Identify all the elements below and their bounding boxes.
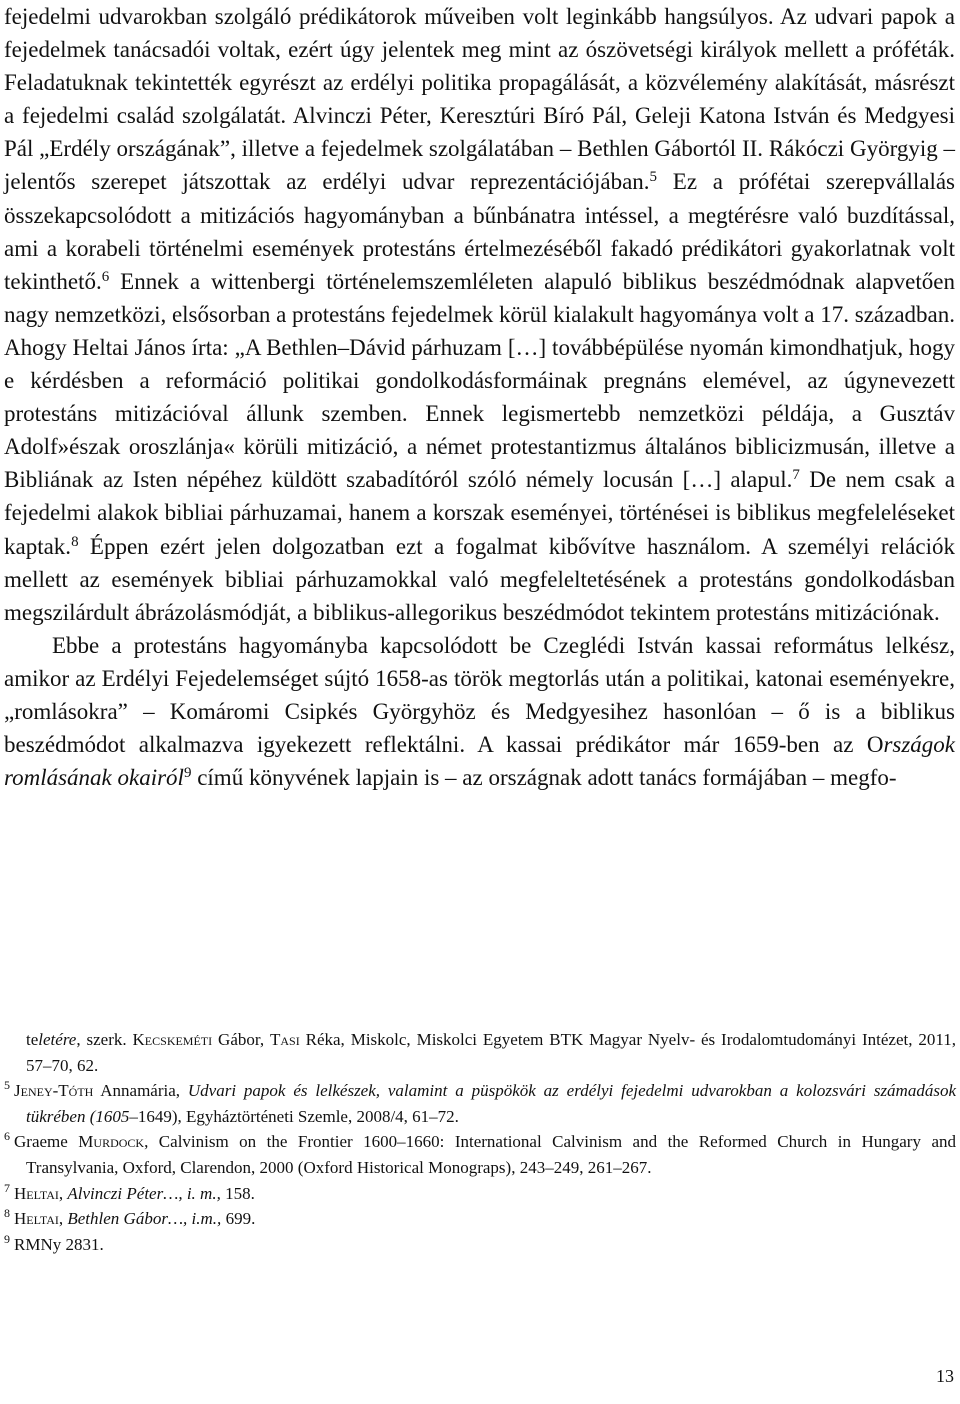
fn-author: Murdock [78, 1132, 145, 1152]
page-number: 13 [936, 1366, 954, 1386]
paragraph-1 [4, 0, 955, 629]
fn-italic: Bethlen Gábor…, i.m., [67, 1209, 222, 1229]
text-run: című könyvének lapjain is – az országnak adott tanács formájában – megfo- [191, 765, 897, 791]
main-text [4, 0, 955, 794]
fn-author: Kecskeméti [132, 1030, 213, 1049]
fn-text: , Calvinism on the Frontier 1600–1660: International Calvinism and the Reformed Church in Hungary and Transylvania, Oxford, Clarendon, 2000 (Oxford Historical Monograps), 243–249, 261–267. [26, 1132, 956, 1177]
fn-author: Heltai [14, 1183, 59, 1203]
footnote-8 [4, 1206, 956, 1232]
fn-text: Annamária, [93, 1081, 188, 1101]
fn-text: , [58, 1209, 68, 1229]
footnote-ref-9[interactable]: 9 [183, 765, 192, 782]
fn-text: , szerk. [76, 1030, 133, 1049]
fn-text: , [58, 1183, 68, 1203]
fn-author: Tasi [270, 1030, 300, 1049]
footnote-ref-7[interactable]: 7 [792, 467, 800, 484]
footnote-ref-8[interactable]: 8 [71, 533, 79, 550]
fn-italic: Alvinczi Péter…, i. m., [67, 1183, 221, 1203]
footnote-ref-6[interactable]: 6 [101, 268, 110, 285]
text-run: De nem csak a fejedelmi alakok bibliai párhuzamai, hanem a korszak eseményei, történései is biblikus megfeleléseket kaptak. [4, 467, 955, 559]
footnote-5 [4, 1078, 956, 1129]
fn-text: –1649), Egyháztörténeti Szemle, 2008/4, 61–72. [129, 1106, 459, 1126]
fn-italic: Udvari papok és lelkészek, valamint a püspökök az erdélyi fejedelmi udvarokban a kolozsvári számadások tükrében (1605 [26, 1081, 956, 1126]
text-run: Ebbe a protestáns hagyományba kapcsolódott be Czeglédi István kassai református lelkész, amikor az Erdélyi Fejedelemséget sújtó 1658-as török megtorlás után a politikai, katonai eseményekre, „romlásokra” – Komáromi Csipkés Györgyhöz és Medgyesihez hasonlóan – ő is a biblikus beszédmódot alkalmazva igyekezett reflektálni. A kassai prédikátor már 1659-ben az O [4, 632, 955, 758]
text-run: fejedelmi udvarokban szolgáló prédikátorok műveiben volt leginkább hangsúlyos. Az udvari papok a fejedelmek tanácsadói voltak, ezért úgy jelentek meg mint az ószövetségi királyok mellett a próféták. Feladatuknak tekintették egyrészt az erdélyi politika propagálását, a közvélemény alakítását, másrészt a fejedelmi család szolgálatát. Alvinczi Péter, Keresztúri Bíró Pál, Geleji Katona István és Medgyesi Pál „Erdély országának”, illetve a fejedelmek szolgálatában – Bethlen Gábortól II. Rákóczi Györgyig – jelentős szerepet játszottak az erdélyi udvar reprezentációjában. [4, 4, 955, 195]
footnote-9 [4, 1232, 956, 1258]
fn-text: Graeme [14, 1132, 79, 1152]
footnotes [4, 1027, 956, 1257]
fn-author: Heltai [14, 1209, 59, 1229]
paragraph-2 [4, 629, 955, 794]
footnote-number: 6 [4, 1129, 10, 1144]
book-title: rszágok romlásának okairól [4, 732, 955, 791]
footnote-number: 8 [4, 1206, 10, 1221]
fn-text: te [26, 1030, 39, 1049]
fn-text: 158. [220, 1183, 255, 1203]
text-run: Ennek a wittenbergi történelemszemléleten alapuló biblikus beszédmódnak alapvetően nagy nemzetközi, elsősorban a protestáns fejedelmek körül kialakult hagyománya volt a 17. században. Ahogy Heltai János írta: „A Bethlen–Dávid párhuzam […] továbbépülése nyomán kimondhatjuk, hogy e kérdésben a reformáció politikai gondolkodásformáinak pregnáns elemével, az úgynevezett protestáns mitizációval állunk szemben. Ennek legismertebb nemzetközi példája, a Gusztáv Adolf»észak oroszlánja« körüli mitizáció, a német protestantizmus általános biblicizmusán, illetve a Bibliának az Isten népéhez küldött szabadítóról szóló némely locusán […] alapul. [4, 268, 955, 493]
footnote-6 [4, 1129, 956, 1180]
fn-text: 699. [221, 1209, 256, 1229]
fn-author: Jeney-Tóth [14, 1081, 94, 1101]
text-run: Éppen ezért jelen dolgozatban ezt a fogalmat kibővítve használom. A személyi relációk mellett az események bibliai párhuzamokkal való megfeleltetésének a protestáns gondolkodásban megszilárdult ábrázolásmódját, a biblikus-allegorikus beszédmódot tekintem protestáns mitizációnak. [4, 533, 955, 625]
text-run: Ez a prófétai szerepvállalás összekapcsolódott a mitizációs hagyományban a bűnbánatra intéssel, a megtérésre való buzdítással, ami a korabeli történelmi események protestáns értelmezéséből fakadó prédikátori gyakorlatnak volt tekinthető. [4, 169, 955, 294]
footnote-number: 7 [4, 1180, 10, 1195]
footnote-number: 5 [4, 1078, 10, 1093]
fn-text: Gábor, [212, 1030, 270, 1049]
footnote-number: 9 [4, 1231, 10, 1246]
fn-italic: letére [38, 1030, 77, 1049]
footnote-7 [4, 1181, 956, 1207]
fn-text: Réka, Miskolc, Miskolci Egyetem BTK Magyar Nyelv- és Irodalomtudományi Intézet, 2011, 57–70, 62. [26, 1030, 956, 1075]
footnote-ref-5[interactable]: 5 [649, 169, 658, 186]
footnote-continuation [4, 1027, 956, 1078]
fn-text: RMNy 2831. [14, 1234, 104, 1254]
